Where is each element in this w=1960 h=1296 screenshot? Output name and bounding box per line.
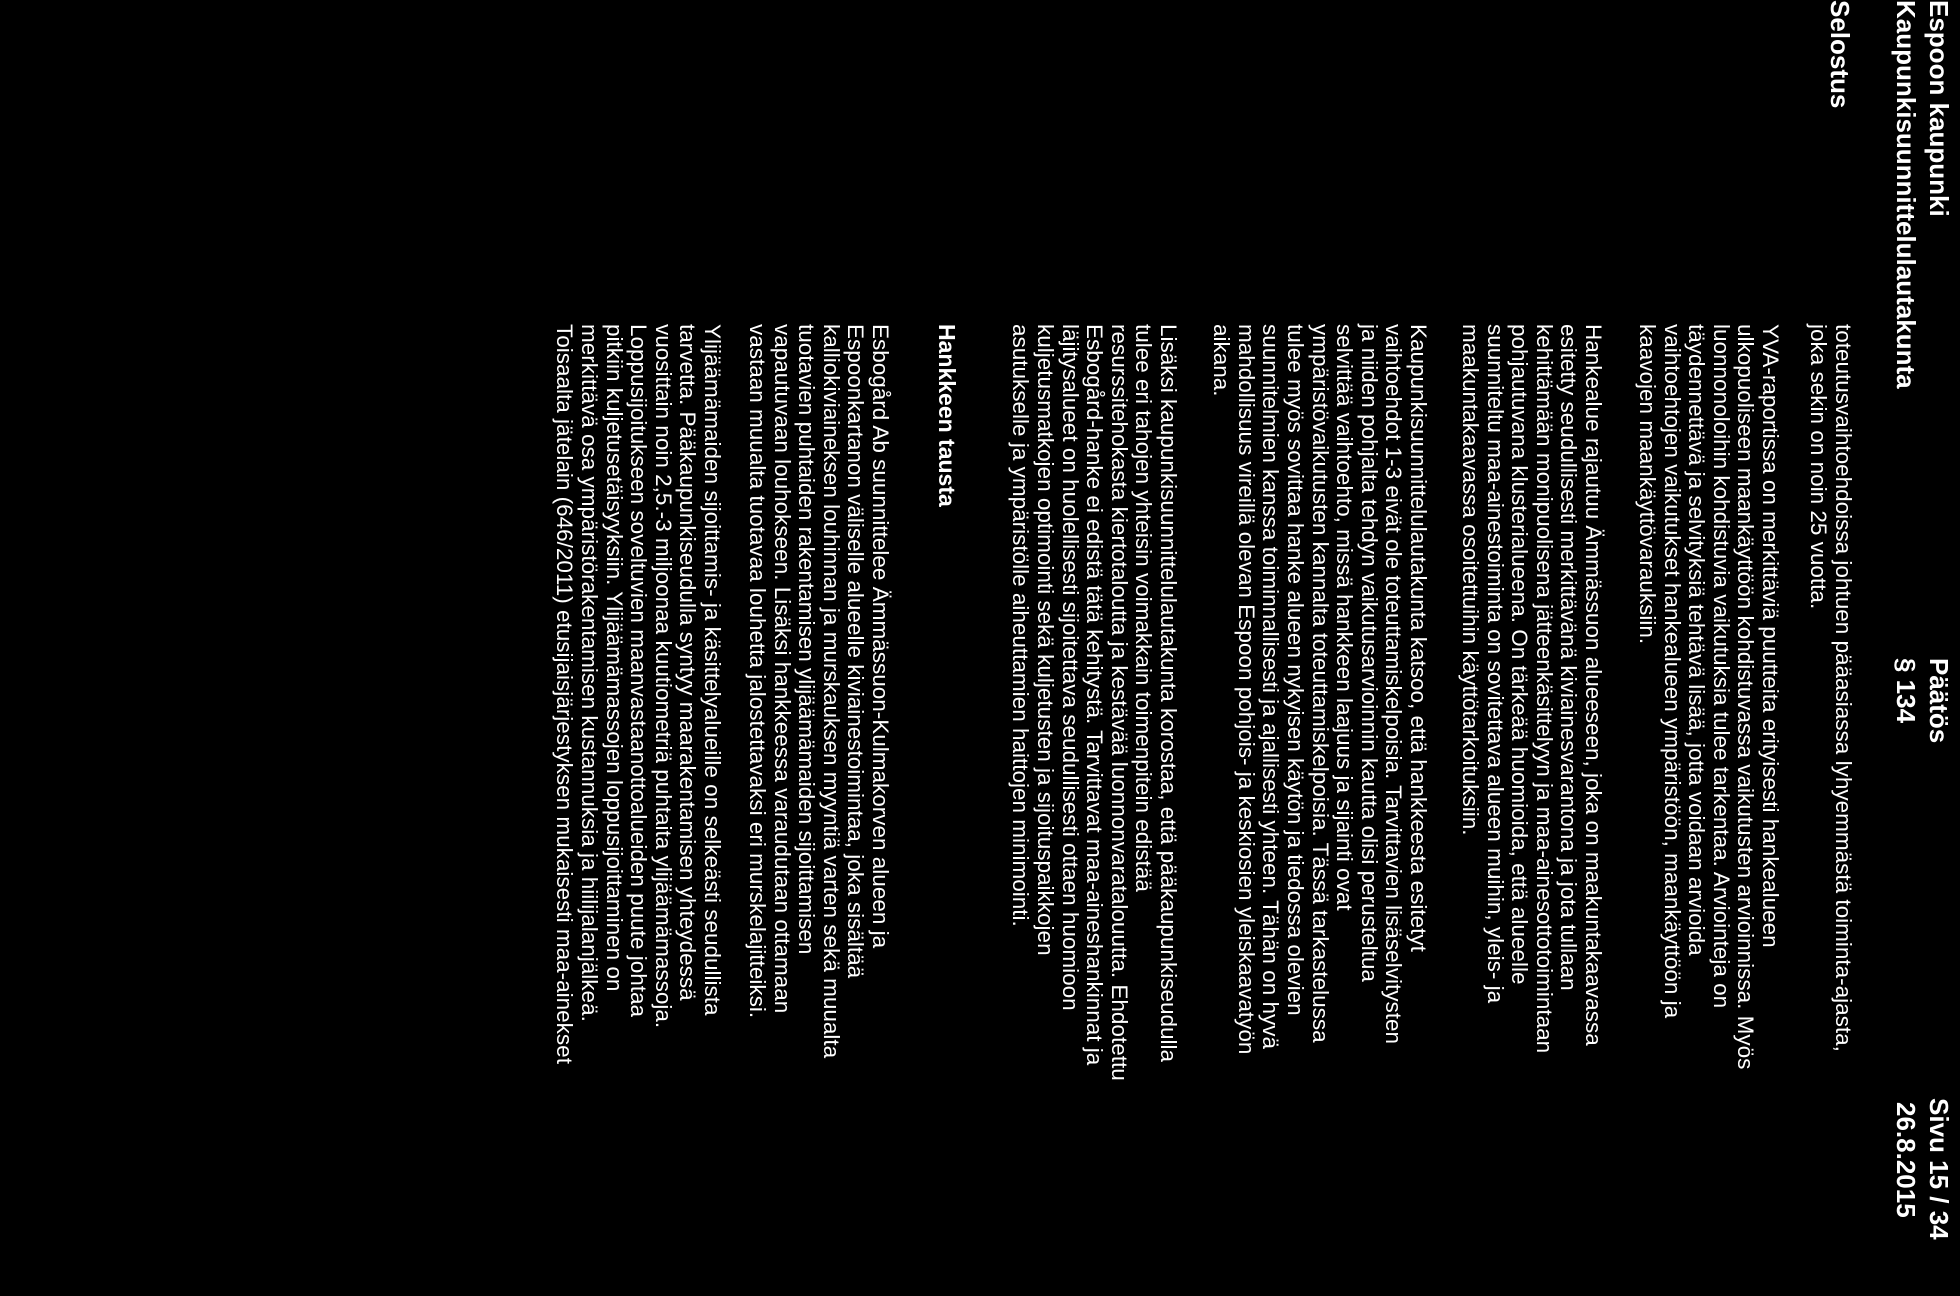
paragraph-line: kalliokiviaineksen louhinnan ja murskauksen myyntiä varten sekä muualta [818,324,844,1059]
paragraph-line: vaihtoehtojen vaikutukset hankealueen ympäristöön, maankäyttöön ja [1659,324,1685,1019]
paragraph-line: YVA-raportissa on merkittäviä puutteita erityisesti hankealueen [1758,324,1783,948]
paragraph-line: suunniteltu maa-ainestoiminta on sovitettava alueen muihin, yleis- ja [1482,324,1508,1004]
paragraph-line: tulee eri tahojen yhteisin voimakkain toimenpitein edistää [1131,324,1157,892]
paragraph-line: ympäristövaikutusten kannalta toteuttamiskelpoisia. Tässä tarkastelussa [1307,324,1333,1043]
paragraph-3 [1457,324,1605,1284]
paragraph-line: vuosittain noin 2,5.-3 miljoonaa kuutiometriä puhtaita ylijäämämassoja. [650,324,676,1029]
paragraph-6 [744,324,892,1284]
section-number: § 134 [1891,658,1921,724]
paragraph-line: Loppusijoitukseen soveltuvien maanvastaanottoalueiden puute johtaa [626,324,652,1018]
paragraph-line: läjitysalueet on huolellisesti sijoitettava seudullisesti ottaen huomioon [1057,324,1083,1011]
paragraph-5 [1008,324,1180,1284]
page-number: Sivu 15 / 34 [1924,1098,1954,1240]
paragraph-7 [552,324,724,1284]
committee-name: Kaupunkisuunnittelulautakunta [1891,0,1921,389]
paragraph-line: tarvetta. Pääkaupunkiseudulla syntyy maarakentamisen yhteydessä [675,324,701,1001]
paragraph-line: Lisäksi kaupunkisuunnittelulautakunta korostaa, että pääkaupunkiseudulla [1156,324,1181,1063]
paragraph-line: pitkiin kuljetusetäisyyksiin. Ylijäämämassojen loppusijoittaminen on [601,324,627,992]
paragraph-line: Toisaalta jätelain (646/2011) etusijaisjärjestyksen mukaisesti maa-ainekset [552,324,578,1064]
paragraph-line: maakuntakaavassa osoitettuihin käyttötarkoituksiin. [1458,324,1484,836]
paragraph-4 [1209,324,1430,1284]
paragraph-line: Esbogård Ab suunnittelee Ämmässuon-Kulmakorven alueen ja [868,324,893,949]
paragraph-line: esitetty seudullisesti merkittävänä kiviainesvarantona ja jota tullaan [1556,324,1582,991]
paragraph-line: selvittää vaihtoehto, missä hankkeen laajuus ja sijainti ovat [1332,324,1358,911]
subheading-hankkeen-tausta: Hankkeen tausta [934,324,960,507]
paragraph-line: täydennettävä ja selvityksiä tehtävä lisää, jotta voidaan arvioida [1684,324,1710,956]
paragraph-line: kehittämään monipuolisena jätteenkäsittelyyn ja maa-ainesottotoimintaan [1531,324,1557,1054]
paragraph-line: pohjautuvana klusterialueena. On tärkeää huomioida, että alueelle [1507,324,1533,985]
paragraph-line: tuotavien puhtaiden rakentamisen ylijäämämaiden sijoittamisen [794,324,820,955]
paragraph-line: kuljetusmatkojen optimointi sekä kuljetusten ja sijoituspaikkojen [1033,324,1059,956]
paragraph-line: tulee myös sovittaa hanke alueen nykyisen käytön ja tiedossa olevien [1283,324,1309,1016]
paragraph-line: vastaan muualta tuotavaa louhetta jalostettavaksi eri murskelajitteiksi. [745,324,771,1019]
paragraph-line: resurssitehokasta kiertotaloutta ja kestävää luonnonvaratalouutta. Ehdotettu [1106,324,1132,1081]
paragraph-line: Hankealue rajautuu Ämmässuon alueeseen, joka on maakuntakaavassa [1581,324,1606,1046]
paragraph-line: Espoonkartanon väliselle alueelle kiviainestoimintaa, joka sisältää [843,324,869,979]
document-date: 26.8.2015 [1891,1102,1921,1218]
paragraph-line: Kaupunkisuunnittelulautakunta katsoo, että hankkeesta esitetyt [1406,324,1431,952]
section-heading-selostus: Selostus [1825,0,1855,109]
paragraph-line: luonnonoloihin kohdistuvia vaikutuksia tulee tarkentaa. Arviointeja on [1708,324,1734,1009]
paragraph-line: toteutusvaihtoehdoissa johtuen pääasiassa lyhyemmästä toiminta-ajasta, [1831,324,1856,1052]
paragraph-line: vapautuvaan louhokseen. Lisäksi hankkeessa varaudutaan ottamaan [769,324,795,1014]
paragraph-line: aikana. [1209,324,1235,397]
paragraph-line: joka sekin on noin 25 vuotta. [1806,324,1832,610]
paragraph-line: vaihtoehdot 1-3 eivät ole toteuttamiskelpoisia. Tarvittavien lisäselvitysten [1381,324,1407,1044]
paragraph-line: asutukselle ja ympäristölle aiheuttamien haittojen minimointi. [1008,324,1034,927]
document-type: Päätös [1924,658,1954,744]
paragraph-line: mahdollisuus vireillä olevan Espoon pohjois- ja keskiosien yleiskaavatyön [1233,324,1259,1055]
paragraph-line: merkittävä osa ympäristörakentamisen kustannuksia ja hiilijalanjälkeä. [577,324,603,1022]
paragraph-line: ulkopuoliseen maankäyttöön kohdistuvassa vaikutusten arvioinnissa. Myös [1733,324,1759,1070]
paragraph-line: Esbogård-hanke ei edistä tätä kehitystä. Tarvittavat maa-aineshankinnat ja [1082,324,1108,1066]
paragraph-1 [1806,324,1855,1284]
paragraph-2 [1634,324,1782,1284]
organization-name: Espoon kaupunki [1924,0,1954,217]
paragraph-line: Ylijäämämaiden sijoittamis- ja käsittelyalueille on selkeästi seudullista [700,324,725,1016]
paragraph-line: ja niiden pohjalta tehdyn vaikutusarvioinnin kautta olisi perusteltua [1356,324,1382,982]
paragraph-line: kaavojen maankäyttövarauksiin. [1635,324,1661,645]
paragraph-line: suunnitelmien kanssa toiminnallisesti ja ajallisesti yhteen. Tähän on hyvä [1258,324,1284,1049]
